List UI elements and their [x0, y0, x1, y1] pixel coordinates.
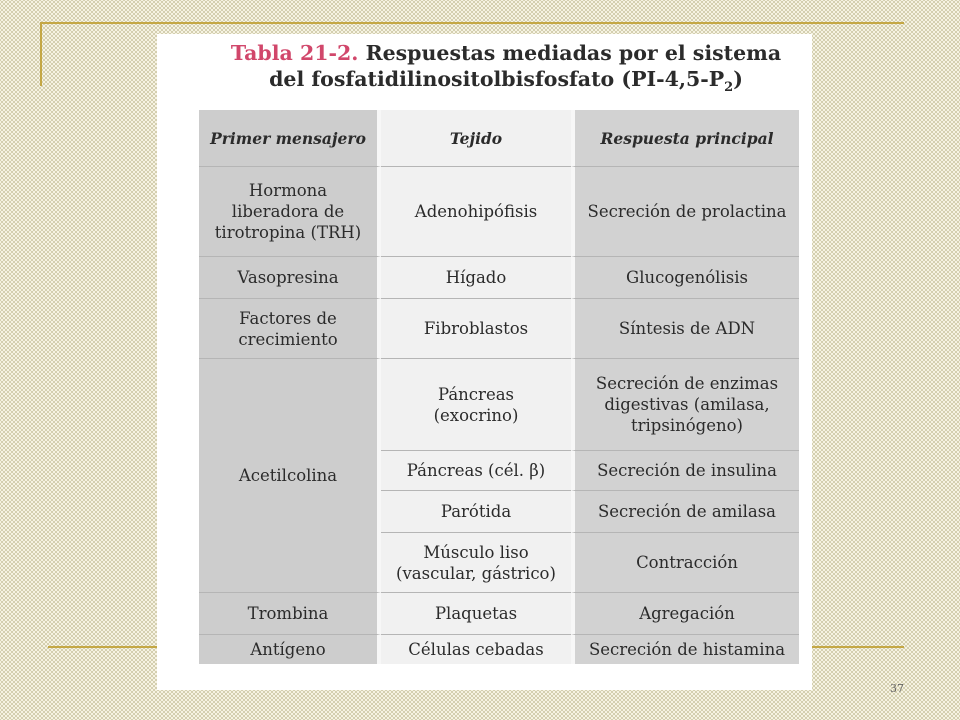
tissue-cell: Adenohipófisis — [381, 166, 571, 256]
table-number: Tabla 21-2. — [230, 41, 359, 65]
response-cell: Secreción de insulina — [571, 450, 799, 490]
title-line-2: del fosfatidilinositolbisfosfato (PI-4,5-P — [269, 67, 725, 91]
response-cell: Agregación — [571, 592, 799, 634]
messenger-cell: Factores de crecimiento — [199, 298, 381, 358]
title-line-1: Respuestas mediadas por el sistema — [365, 41, 782, 65]
slide-number: 37 — [890, 682, 904, 695]
response-cell: Secreción de enzimas digestivas (amilasa, tripsinógeno) — [571, 358, 799, 450]
tissue-cell: Hígado — [381, 256, 571, 298]
response-cell: Secreción de histamina — [571, 634, 799, 664]
table-title — [211, 40, 801, 101]
tissue-cell: Páncreas (exocrino) — [381, 358, 571, 450]
messenger-cell: Acetilcolina — [199, 358, 381, 592]
response-cell: Secreción de amilasa — [571, 490, 799, 532]
title-subscript: 2 — [724, 80, 734, 96]
tissue-cell: Parótida — [381, 490, 571, 532]
left-decorative-line — [40, 22, 42, 86]
tissue-cell: Páncreas (cél. β) — [381, 450, 571, 490]
messenger-cell: Hormona liberadora de tirotropina (TRH) — [199, 166, 381, 256]
response-cell: Glucogenólisis — [571, 256, 799, 298]
tissue-cell: Plaquetas — [381, 592, 571, 634]
tissue-cell: Fibroblastos — [381, 298, 571, 358]
response-cell: Contracción — [571, 532, 799, 592]
messenger-cell: Antígeno — [199, 634, 381, 664]
header-first-messenger: Primer mensajero — [199, 110, 381, 166]
scanned-table-image — [157, 34, 812, 690]
tissue-cell: Células cebadas — [381, 634, 571, 664]
messenger-cell: Trombina — [199, 592, 381, 634]
response-cell: Síntesis de ADN — [571, 298, 799, 358]
header-tissue: Tejido — [381, 110, 571, 166]
messenger-cell: Vasopresina — [199, 256, 381, 298]
title-close: ) — [733, 67, 743, 91]
header-main-response: Respuesta principal — [571, 110, 799, 166]
responses-table — [199, 110, 799, 664]
response-cell: Secreción de prolactina — [571, 166, 799, 256]
tissue-cell: Músculo liso (vascular, gástrico) — [381, 532, 571, 592]
top-decorative-line — [40, 22, 904, 24]
